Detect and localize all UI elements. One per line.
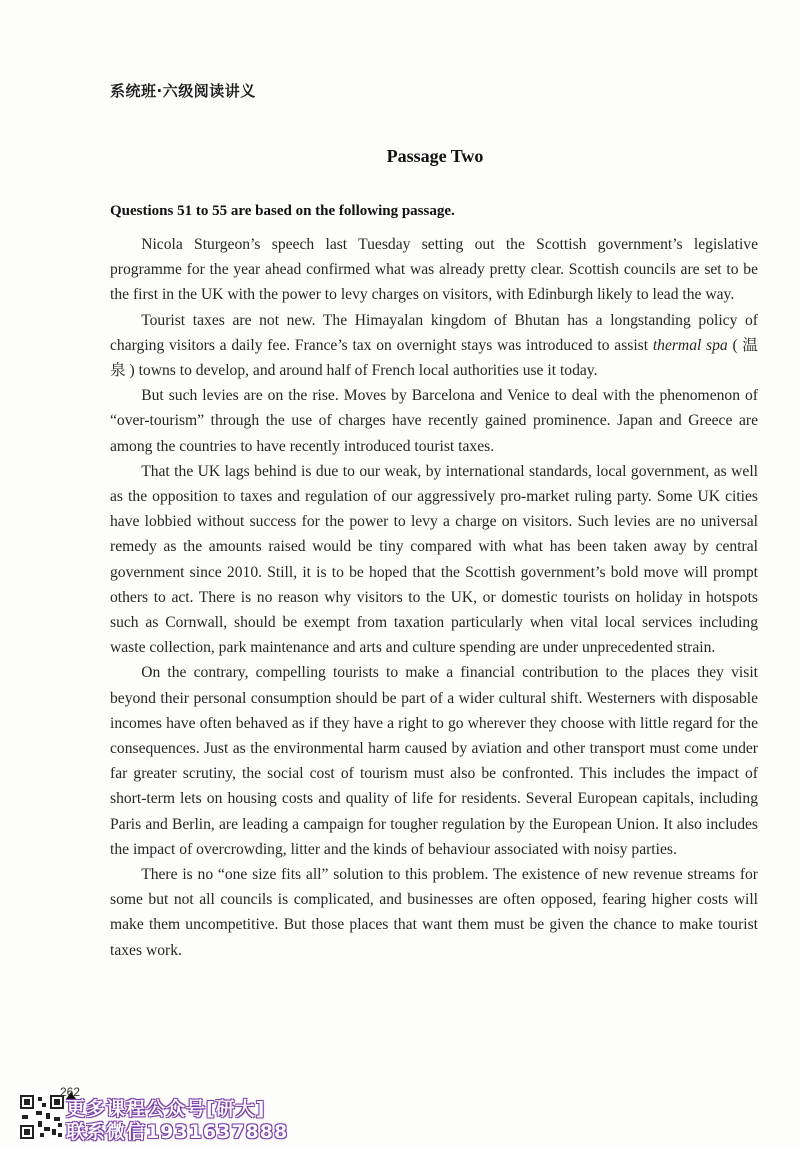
qr-code-icon: [18, 1093, 66, 1141]
paragraph-6: There is no “one size fits all” solution to this problem. The existence of new revenue streams for some but not all councils is complicated, and businesses are often opposed, fearing higher costs will make them uncompetitive. But those places that want them must be given the chance to make tourist taxes work.: [110, 866, 758, 959]
paragraph-3: But such levies are on the rise. Moves by Barcelona and Venice to deal with the phenomenon of “over-tourism” through the use of charges have recently gained prominence. Japan and Greece are among the countries to have recently introduced tourist taxes.: [110, 387, 758, 455]
watermark-line-2: 联系微信1931637888: [66, 1121, 289, 1143]
questions-heading: Questions 51 to 55 are based on the following passage.: [110, 203, 455, 219]
paragraph-2: Tourist taxes are not new. The Himayalan kingdom of Bhutan has a longstanding policy of charging visitors a daily fee. France’s tax on overnight stays was introduced to assist thermal spa ( 温泉 ) towns to develop, and around half of French local authorities use it today.: [110, 311, 758, 380]
paragraph-5: On the contrary, compelling tourists to make a financial contribution to the places they visit beyond their personal consumption should be part of a wider cultural shift. Westerners with disposable incomes have often behaved as if they have a right to go wherever they choose with little regard for the consequences. Just as the environmental harm caused by aviation and other transport must come under far greater scrutiny, the social cost of tourism must also be confronted. This includes the impact of short-term lets on housing costs and quality of life for residents. Several European capitals, including Paris and Berlin, are leading a campaign for tougher regulation by the European Union. It also includes the impact of overcrowding, litter and the kinds of behaviour associated with noisy parties.: [110, 664, 758, 858]
paragraph-1: Nicola Sturgeon’s speech last Tuesday setting out the Scottish government’s legislative programme for the year ahead confirmed what was already pretty clear. Scottish councils are set to be the first in the UK with the power to levy charges on visitors, with Edinburgh likely to lead the way.: [110, 236, 758, 304]
passage-body: [110, 232, 758, 963]
page-number: 262: [60, 1085, 81, 1099]
passage-title: Passage Two: [386, 146, 484, 166]
watermark-line-1: 更多课程公众号[研大]: [66, 1098, 266, 1120]
paragraph-4: That the UK lags behind is due to our weak, by international standards, local government, as well as the opposition to taxes and regulation of our aggressively pro-market ruling party. Some UK cities have lobbied without success for the power to levy a charge on visitors. Such levies are no universal remedy as the amounts raised would be tiny compared with what has been taken away by central government since 2010. Still, it is to be hoped that the Scottish government’s bold move will prompt others to act. There is no reason why visitors to the UK, or domestic tourists on holiday in hotspots such as Cornwall, should be exempt from taxation particularly when vital local services including waste collection, park maintenance and arts and culture spending are under unprecedented strain.: [110, 462, 758, 657]
header-title: 系统班·六级阅读讲义: [110, 82, 256, 100]
